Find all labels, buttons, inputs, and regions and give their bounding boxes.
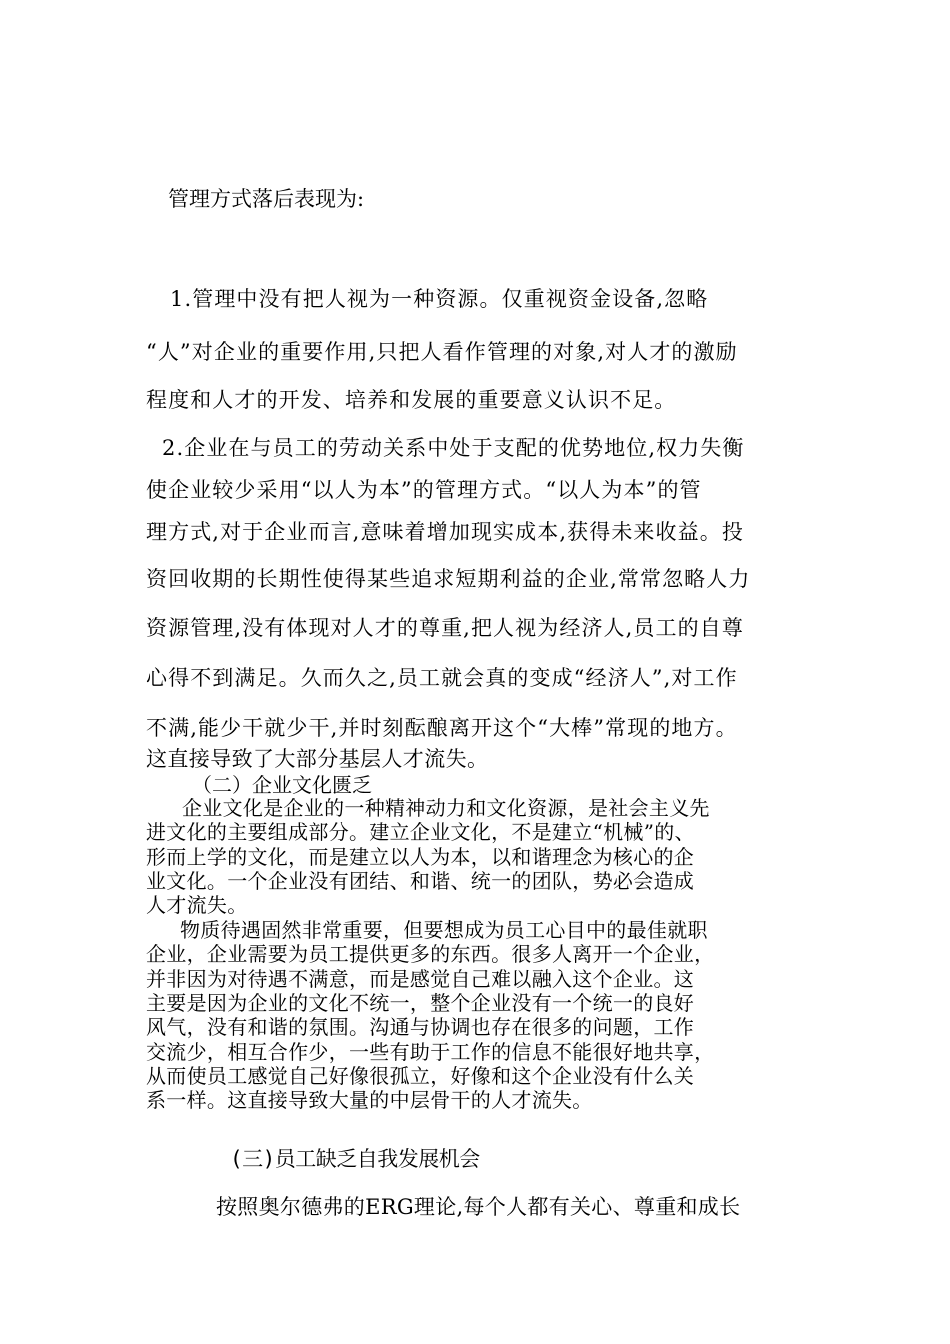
paragraph-4-line: 交流少，相互合作少，一些有助于工作的信息不能很好地共享， (146, 1040, 715, 1064)
paragraph-3-line: 企业文化是企业的一种精神动力和文化资源，是社会主义先 (182, 796, 710, 820)
paragraph-1-line: “人”对企业的重要作用,只把人看作管理的对象,对人才的激励 (146, 340, 738, 364)
paragraph-1-line: 程度和人才的开发、培养和发展的重要意义认识不足。 (146, 388, 677, 412)
paragraph-2-line: 不满,能少干就少干,并时刻酝酿离开这个“大棒”常现的地方。 (146, 716, 738, 740)
paragraph-2-line: 资回收期的长期性使得某些追求短期利益的企业,常常忽略人力 (146, 567, 751, 591)
paragraph-3-line: 形而上学的文化，而是建立以人为本，以和谐理念为核心的企 (146, 845, 695, 869)
paragraph-4-line: 风气，没有和谐的氛围。沟通与协调也存在很多的问题，工作 (146, 1015, 695, 1039)
paragraph-4-line: 并非因为对待遇不满意，而是感觉自己难以融入这个企业。这 (146, 967, 695, 991)
paragraph-4-line: 物质待遇固然非常重要，但要想成为员工心目中的最佳就职 (180, 918, 708, 942)
paragraph-2-line: 使企业较少采用“以人为本”的管理方式。“以人为本”的管 (146, 478, 702, 502)
paragraph-4-line: 企业，企业需要为员工提供更多的东西。很多人离开一个企业， (146, 942, 715, 966)
paragraph-2-line: 心得不到满足。久而久之,员工就会真的变成“经济人”,对工作 (146, 666, 738, 690)
paragraph-4-line: 从而使员工感觉自己好像很孤立，好像和这个企业没有什么关 (146, 1064, 695, 1088)
paragraph-3-line: 人才流失。 (146, 893, 248, 917)
paragraph-2-last-line: 这直接导致了大部分基层人才流失。 (146, 747, 489, 771)
paragraph-2-line: 2.企业在与员工的劳动关系中处于支配的优势地位,权力失衡 (162, 436, 745, 460)
heading-management-style: 管理方式落后表现为: (168, 187, 365, 211)
paragraph-4-line: 系一样。这直接导致大量的中层骨干的人才流失。 (146, 1088, 593, 1112)
paragraph-3-line: 业文化。一个企业没有团结、和谐、统一的团队，势必会造成 (146, 869, 695, 893)
paragraph-3-line: 进文化的主要组成部分。建立企业文化，不是建立“机械”的、 (146, 820, 695, 844)
section-heading-culture: （二）企业文化匮乏 (192, 773, 372, 797)
paragraph-2-line: 资源管理,没有体现对人才的尊重,把人视为经济人,员工的自尊 (146, 616, 744, 640)
section-heading-development: (三)员工缺乏自我发展机会 (230, 1147, 480, 1171)
paragraph-5-line: 按照奥尔德弗的ERG理论,每个人都有关心、尊重和成长 (216, 1195, 741, 1219)
paragraph-2-line: 理方式,对于企业而言,意味着增加现实成本,获得未来收益。投 (146, 520, 744, 544)
paragraph-1-line: 1.管理中没有把人视为一种资源。仅重视资金设备,忽略 (170, 287, 709, 311)
paragraph-4-line: 主要是因为企业的文化不统一，整个企业没有一个统一的良好 (146, 991, 695, 1015)
